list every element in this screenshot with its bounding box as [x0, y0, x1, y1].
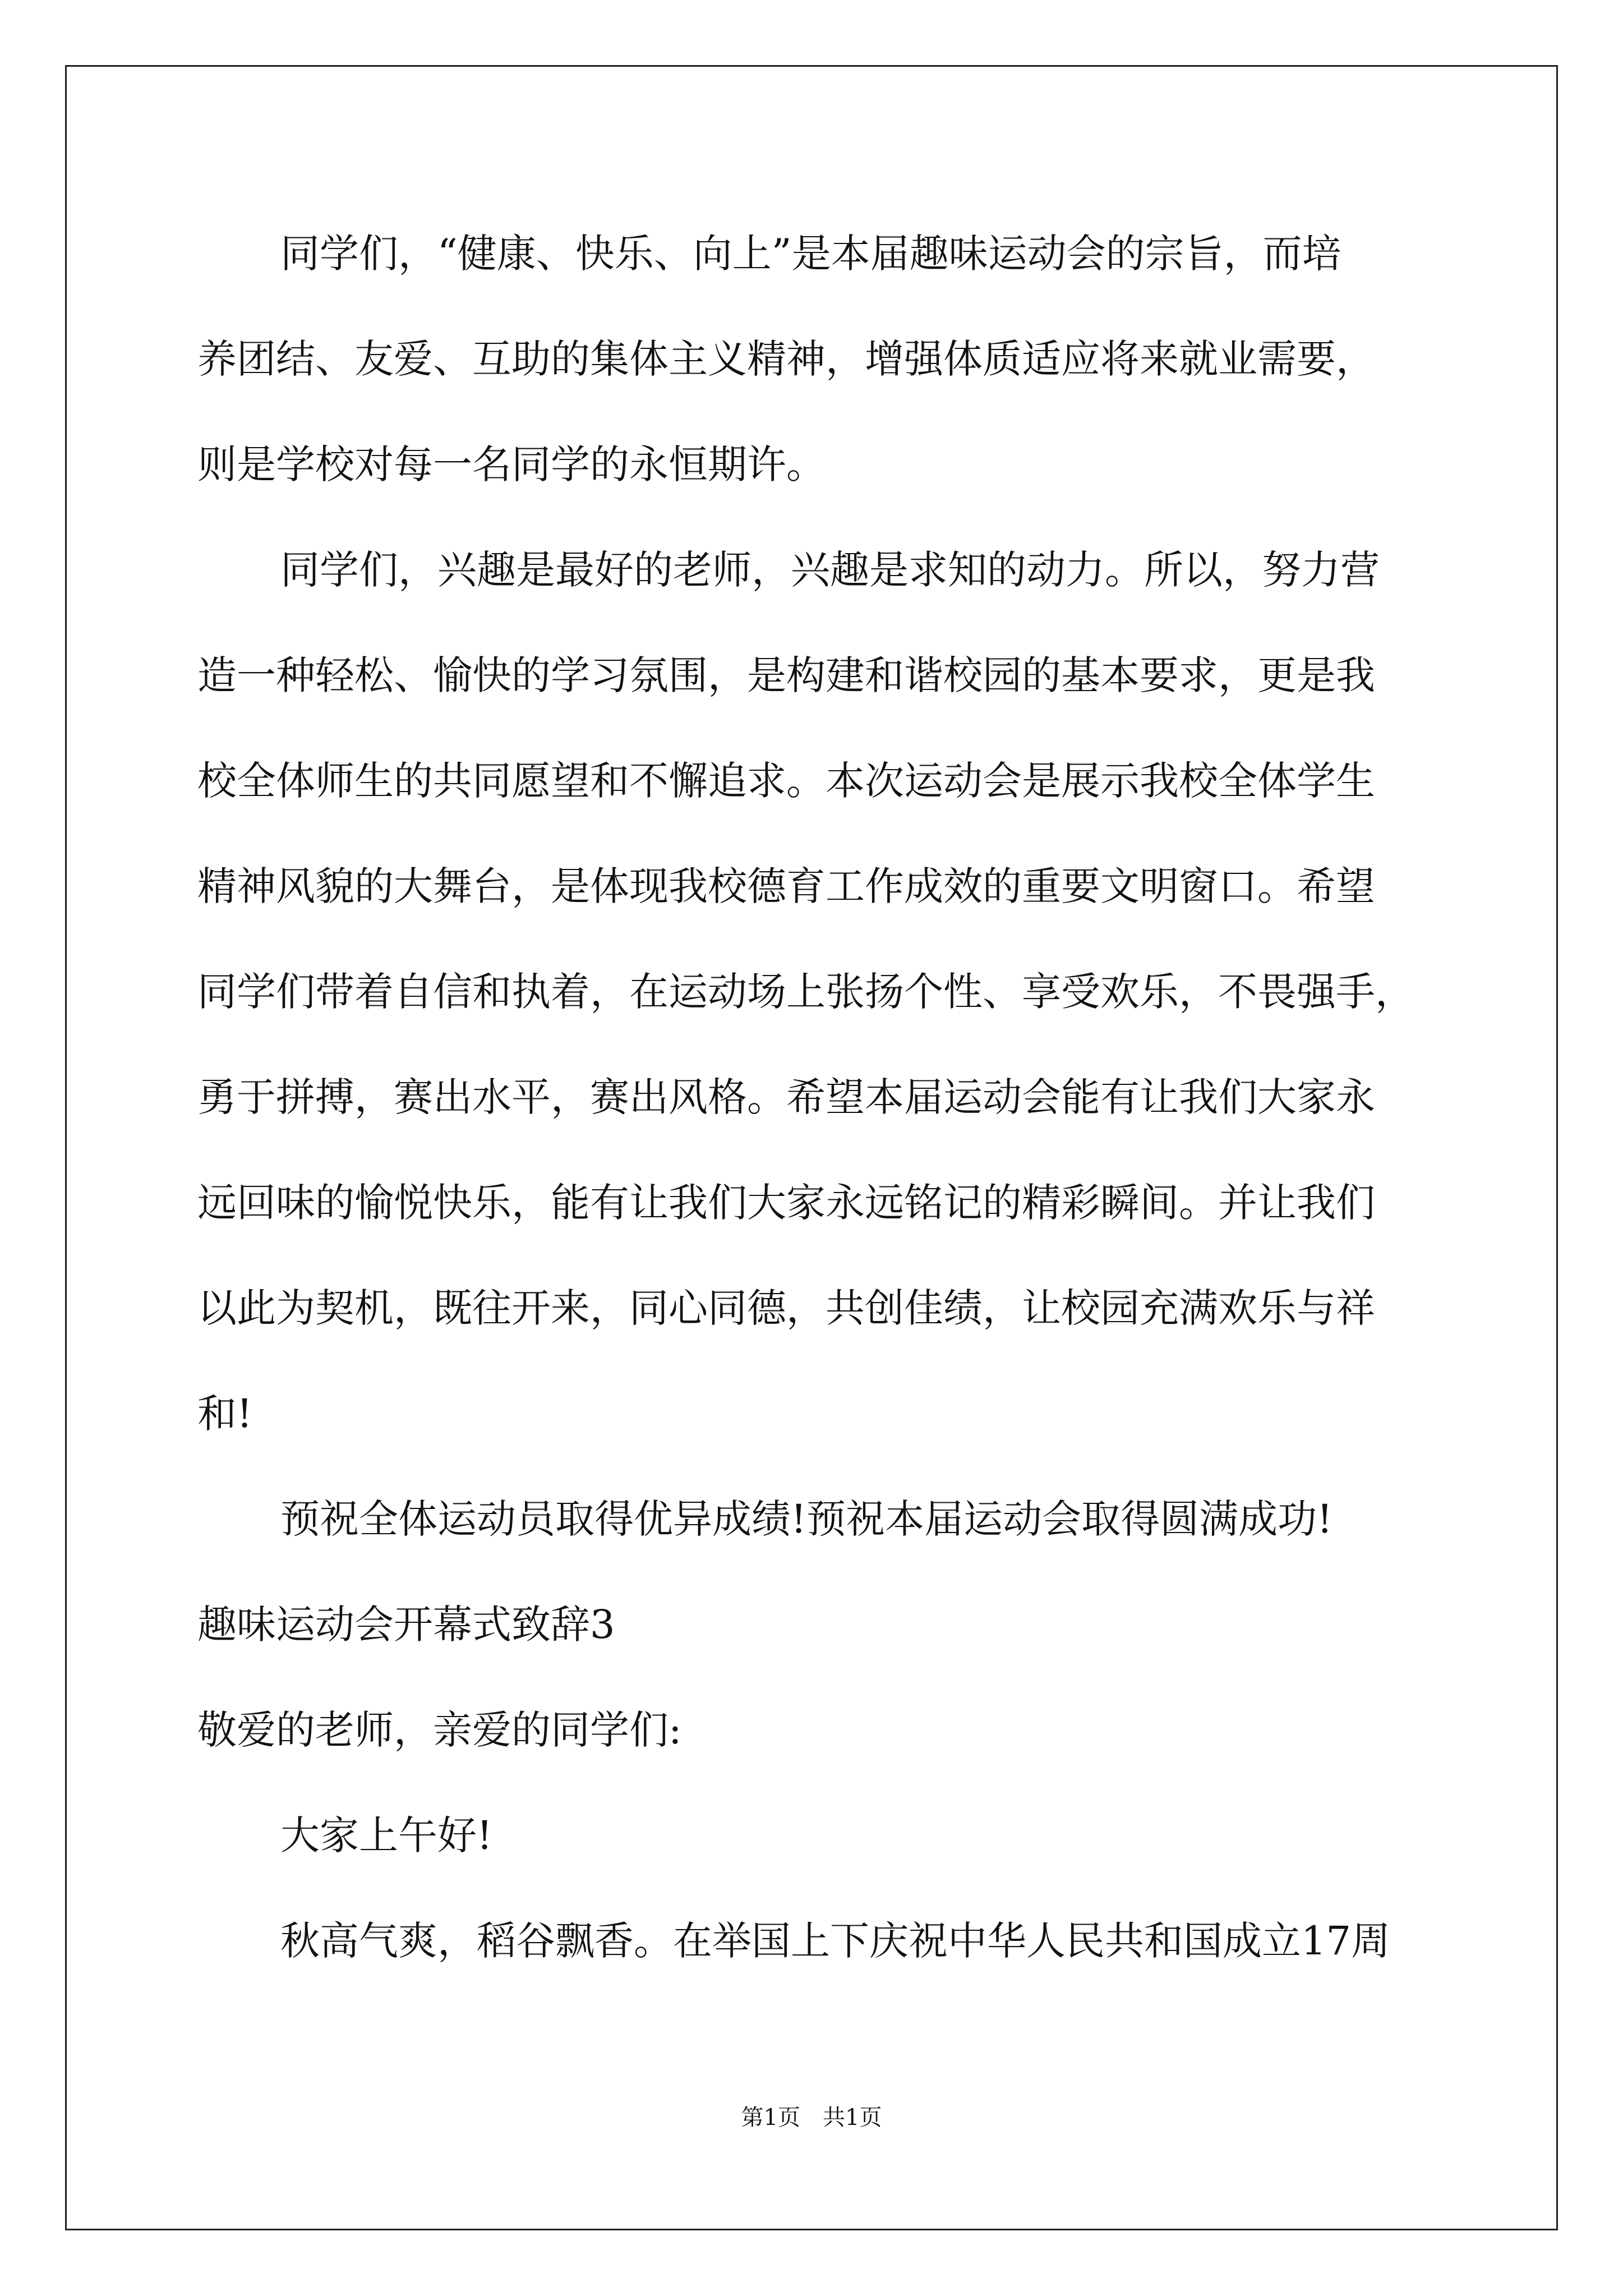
greeting: 大家上午好!	[280, 1812, 493, 1858]
section-heading: 趣味运动会开幕式致辞3	[197, 1602, 615, 1648]
text-line-10: 远回味的愉悦快乐，能有让我们大家永远铭记的精彩瞬间。并让我们	[197, 1180, 1375, 1226]
text-line-17: 秋高气爽，稻谷飘香。在举国上下庆祝中华人民共和国成立17周	[280, 1918, 1391, 1964]
text-line-2: 养团结、友爱、互助的集体主义精神，增强体质适应将来就业需要，	[197, 336, 1375, 382]
text-line-3: 则是学校对每一名同学的永恒期许。	[197, 441, 826, 487]
text-line-9: 勇于拼搏，赛出水平，赛出风格。希望本届运动会能有让我们大家永	[197, 1074, 1375, 1120]
text-line-11: 以此为契机，既往开来，同心同德，共创佳绩，让校园充满欢乐与祥	[197, 1285, 1375, 1331]
page-number-footer: 第1页 共1页	[741, 2105, 882, 2131]
text-line-6: 校全体师生的共同愿望和不懈追求。本次运动会是展示我校全体学生	[197, 758, 1375, 804]
text-line-4: 同学们，兴趣是最好的老师，兴趣是求知的动力。所以，努力营	[280, 547, 1380, 593]
text-line-1: 同学们，“健康、快乐、向上”是本届趣味运动会的宗旨，而培	[280, 231, 1341, 277]
salutation: 敬爱的老师，亲爱的同学们:	[197, 1707, 682, 1753]
text-line-7: 精神风貌的大舞台，是体现我校德育工作成效的重要文明窗口。希望	[197, 863, 1375, 909]
text-line-12: 和!	[197, 1391, 253, 1437]
text-line-8: 同学们带着自信和执着，在运动场上张扬个性、享受欢乐，不畏强手，	[197, 969, 1414, 1015]
text-line-5: 造一种轻松、愉快的学习氛围，是构建和谐校园的基本要求，更是我	[197, 652, 1375, 698]
text-line-13: 预祝全体运动员取得优异成绩!预祝本届运动会取得圆满成功!	[280, 1496, 1333, 1542]
